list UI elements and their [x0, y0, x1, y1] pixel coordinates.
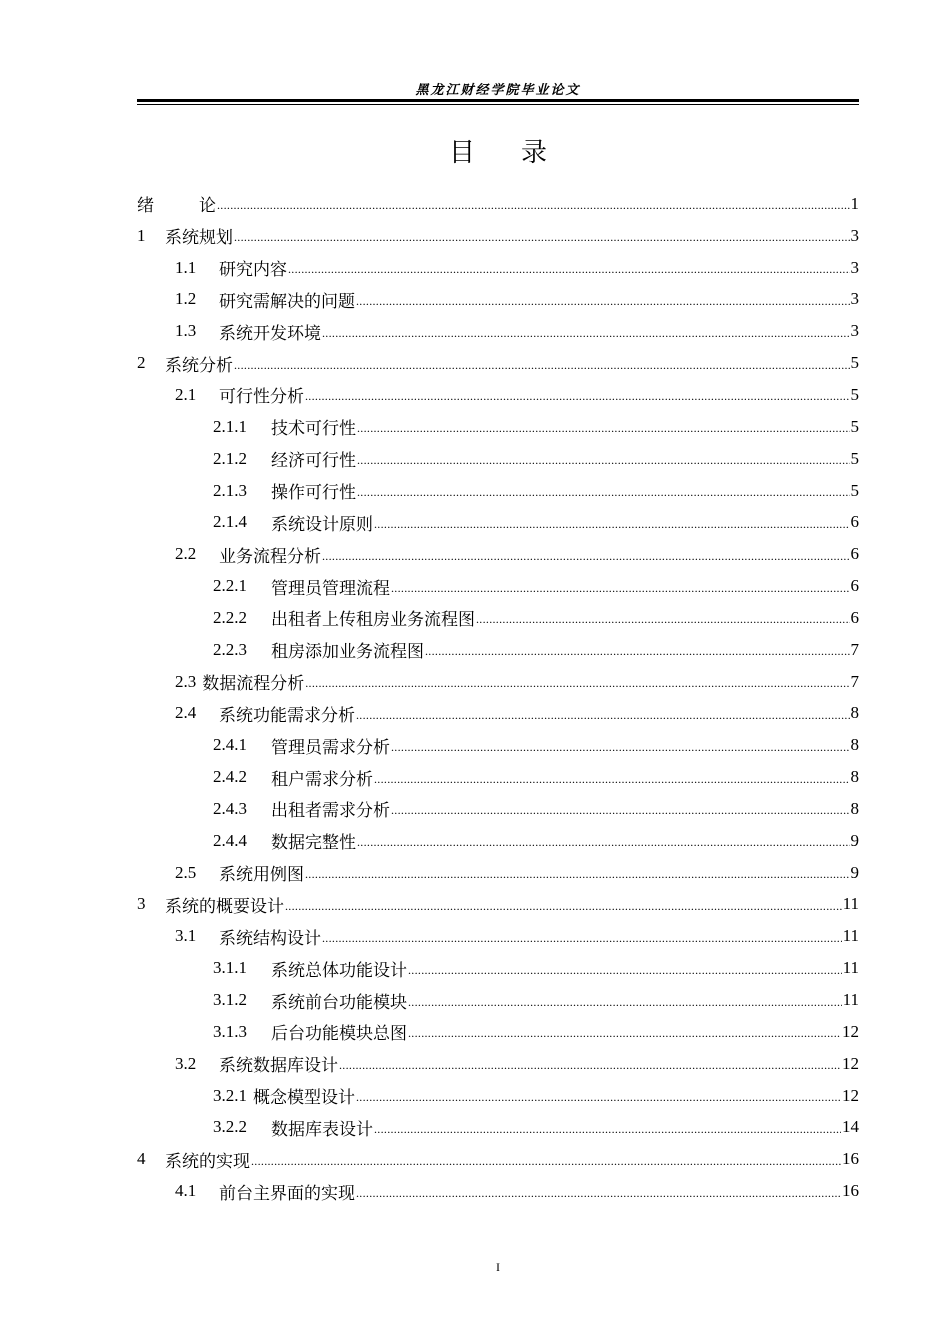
toc-entry[interactable] [137, 825, 859, 857]
toc-entry-label: 系统功能需求分析 [219, 705, 355, 725]
toc-entry[interactable] [137, 1080, 859, 1112]
toc-entry-number: 2.4.4 [213, 830, 247, 850]
toc-entry[interactable] [137, 634, 859, 666]
toc-entry-label: 前台主界面的实现 [219, 1183, 355, 1203]
toc-entry[interactable] [137, 379, 859, 411]
toc-entry-label: 系统前台功能模块 [271, 992, 407, 1012]
toc-leader-dots [357, 420, 850, 437]
toc-entry-number: 2.2 [175, 544, 197, 564]
toc-entry-page: 1 [850, 193, 859, 213]
toc-entry-number: 2.3 [175, 671, 197, 691]
toc-entry-number: 绪 [137, 196, 154, 216]
toc-entry-page: 6 [850, 512, 859, 532]
toc-entry-page: 8 [850, 735, 859, 755]
toc-leader-dots [356, 1185, 841, 1202]
toc-title: 目录 [448, 138, 593, 167]
toc-leader-dots [425, 643, 850, 660]
toc-entry[interactable] [137, 761, 859, 793]
toc-entry-number: 2.5 [175, 862, 197, 882]
toc-entry-number: 2.1.4 [213, 512, 247, 532]
toc-entry[interactable] [137, 952, 859, 984]
toc-entry-number: 3.1.2 [213, 990, 247, 1010]
toc-leader-dots [374, 771, 850, 788]
toc-entry[interactable] [137, 220, 859, 252]
toc-entry[interactable] [137, 666, 859, 698]
toc-leader-dots [322, 548, 850, 565]
toc-entry-page: 9 [850, 830, 859, 850]
toc-entry[interactable] [137, 411, 859, 443]
toc-entry-page: 7 [850, 671, 859, 691]
page-number: I [496, 1260, 500, 1274]
toc-entry-number: 3.1.1 [213, 958, 247, 978]
toc-entry-label: 概念模型设计 [253, 1088, 355, 1108]
toc-leader-dots [234, 357, 850, 374]
toc-entry-number: 2.2.3 [213, 639, 247, 659]
toc-entry[interactable] [137, 1016, 859, 1048]
toc-entry-number: 3.2.1 [213, 1085, 247, 1105]
toc-entry-label: 操作可行性 [271, 483, 356, 503]
toc-entry[interactable] [137, 347, 859, 379]
toc-entry-number: 4 [137, 1149, 146, 1169]
toc-entry-number: 1.2 [175, 289, 197, 309]
toc-leader-dots [305, 675, 849, 692]
running-header: 黑龙江财经学院毕业论文 [415, 82, 581, 97]
toc-entry-page: 12 [842, 1053, 859, 1073]
toc-entry-number: 3.1.3 [213, 1021, 247, 1041]
toc-entry-label: 数据流程分析 [202, 674, 305, 694]
toc-leader-dots [357, 484, 850, 501]
toc-entry-label: 数据库表设计 [271, 1119, 373, 1139]
toc-entry-label: 经济可行性 [271, 451, 356, 471]
toc-entry[interactable] [137, 252, 859, 284]
toc-entry-number: 3.2 [175, 1053, 197, 1073]
toc-entry-label: 业务流程分析 [219, 546, 321, 566]
toc-entry-number: 2.1.3 [213, 480, 247, 500]
table-of-contents [137, 188, 859, 1207]
toc-entry-page: 11 [842, 990, 859, 1010]
toc-entry[interactable] [137, 1143, 859, 1175]
toc-entry-number: 2.4.2 [213, 767, 247, 787]
toc-leader-dots [322, 930, 842, 947]
toc-leader-dots [408, 994, 842, 1011]
toc-entry-page: 3 [850, 225, 859, 245]
toc-entry-label: 租房添加业务流程图 [271, 642, 424, 662]
toc-entry-number: 2.1.1 [213, 416, 247, 436]
toc-entry[interactable] [137, 984, 859, 1016]
toc-entry[interactable] [137, 1048, 859, 1080]
toc-entry-page: 8 [850, 703, 859, 723]
toc-leader-dots [374, 516, 850, 533]
toc-entry-number: 1.1 [175, 257, 197, 277]
toc-entry-label: 系统规划 [165, 228, 233, 248]
toc-leader-dots [357, 834, 850, 851]
toc-entry[interactable] [137, 475, 859, 507]
toc-entry-label: 论 [199, 196, 216, 216]
toc-entry-page: 5 [850, 416, 859, 436]
toc-entry-page: 9 [850, 862, 859, 882]
toc-entry-number: 2.1.2 [213, 448, 247, 468]
toc-entry[interactable] [137, 602, 859, 634]
toc-entry-page: 11 [842, 926, 859, 946]
toc-entry-page: 6 [850, 544, 859, 564]
toc-leader-dots [408, 1025, 841, 1042]
toc-leader-dots [357, 452, 850, 469]
toc-entry-page: 7 [850, 639, 859, 659]
toc-entry-number: 3 [137, 894, 146, 914]
toc-entry-label: 后台功能模块总图 [271, 1024, 407, 1044]
toc-entry-page: 5 [850, 384, 859, 404]
toc-entry-page: 6 [850, 576, 859, 596]
toc-leader-dots [374, 1121, 841, 1138]
toc-entry[interactable] [137, 698, 859, 730]
toc-entry-number: 4.1 [175, 1181, 197, 1201]
toc-leader-dots [339, 1057, 841, 1074]
toc-entry[interactable] [137, 538, 859, 570]
toc-leader-dots [288, 261, 850, 278]
toc-entry[interactable] [137, 920, 859, 952]
toc-entry-page: 8 [850, 798, 859, 818]
toc-entry-page: 11 [842, 958, 859, 978]
toc-entry-label: 系统用例图 [219, 865, 304, 885]
toc-entry-label: 系统开发环境 [219, 323, 321, 343]
toc-entry-label: 系统结构设计 [219, 928, 321, 948]
toc-entry-page: 5 [850, 448, 859, 468]
toc-entry[interactable] [137, 506, 859, 538]
toc-entry-label: 系统的实现 [165, 1151, 250, 1171]
toc-entry[interactable] [137, 793, 859, 825]
toc-entry[interactable] [137, 284, 859, 316]
toc-entry-number: 3.1 [175, 926, 197, 946]
toc-leader-dots [391, 802, 850, 819]
toc-entry-label: 出租者上传租房业务流程图 [271, 610, 475, 630]
toc-entry-label: 可行性分析 [219, 387, 304, 407]
toc-leader-dots [391, 580, 850, 597]
toc-entry-label: 出租者需求分析 [271, 801, 390, 821]
toc-entry-page: 14 [842, 1117, 859, 1137]
toc-leader-dots [251, 1153, 841, 1170]
toc-leader-dots [391, 739, 850, 756]
toc-entry[interactable] [137, 188, 859, 220]
toc-entry-label: 技术可行性 [271, 419, 356, 439]
toc-entry-page: 16 [842, 1181, 859, 1201]
toc-entry[interactable] [137, 1175, 859, 1207]
toc-leader-dots [356, 1089, 841, 1106]
toc-entry-label: 系统数据库设计 [219, 1056, 338, 1076]
toc-entry-page: 12 [842, 1085, 859, 1105]
toc-entry-number: 2.4.3 [213, 798, 247, 818]
toc-entry-page: 8 [850, 767, 859, 787]
header-rule-thin [137, 104, 859, 105]
toc-entry[interactable] [137, 889, 859, 921]
toc-entry-label: 系统设计原则 [271, 514, 373, 534]
toc-entry[interactable] [137, 857, 859, 889]
toc-entry[interactable] [137, 315, 859, 347]
toc-entry-number: 2.1 [175, 384, 197, 404]
toc-entry-label: 管理员需求分析 [271, 737, 390, 757]
toc-entry[interactable] [137, 443, 859, 475]
toc-entry-number: 2.4.1 [213, 735, 247, 755]
toc-entry-page: 3 [850, 321, 859, 341]
toc-entry-label: 系统的概要设计 [165, 896, 284, 916]
toc-entry-number: 1 [137, 225, 146, 245]
toc-leader-dots [305, 866, 850, 883]
header-rule-thick [137, 99, 859, 102]
toc-entry-page: 3 [850, 257, 859, 277]
toc-entry-number: 2 [137, 353, 146, 373]
toc-entry-page: 5 [850, 353, 859, 373]
toc-entry-label: 管理员管理流程 [271, 578, 390, 598]
toc-leader-dots [217, 197, 850, 214]
toc-leader-dots [476, 611, 850, 628]
toc-entry[interactable] [137, 1111, 859, 1143]
toc-entry-page: 16 [842, 1149, 859, 1169]
toc-entry-number: 2.2.1 [213, 576, 247, 596]
toc-entry-label: 系统分析 [165, 355, 233, 375]
toc-entry-label: 数据完整性 [271, 833, 356, 853]
toc-leader-dots [305, 388, 850, 405]
toc-entry-page: 11 [842, 894, 859, 914]
toc-leader-dots [285, 898, 842, 915]
toc-entry-page: 3 [850, 289, 859, 309]
toc-leader-dots [356, 707, 850, 724]
toc-entry-label: 租户需求分析 [271, 769, 373, 789]
toc-leader-dots [408, 962, 842, 979]
toc-leader-dots [234, 229, 850, 246]
toc-entry-label: 研究内容 [219, 260, 287, 280]
toc-entry[interactable] [137, 570, 859, 602]
toc-leader-dots [322, 325, 850, 342]
toc-entry-label: 研究需解决的问题 [219, 291, 355, 311]
toc-entry-label: 系统总体功能设计 [271, 960, 407, 980]
toc-entry[interactable] [137, 729, 859, 761]
toc-entry-number: 1.3 [175, 321, 197, 341]
toc-entry-number: 2.2.2 [213, 607, 247, 627]
toc-entry-number: 2.4 [175, 703, 197, 723]
toc-entry-page: 5 [850, 480, 859, 500]
toc-entry-page: 12 [842, 1021, 859, 1041]
toc-leader-dots [356, 293, 850, 310]
toc-entry-number: 3.2.2 [213, 1117, 247, 1137]
toc-entry-page: 6 [850, 607, 859, 627]
